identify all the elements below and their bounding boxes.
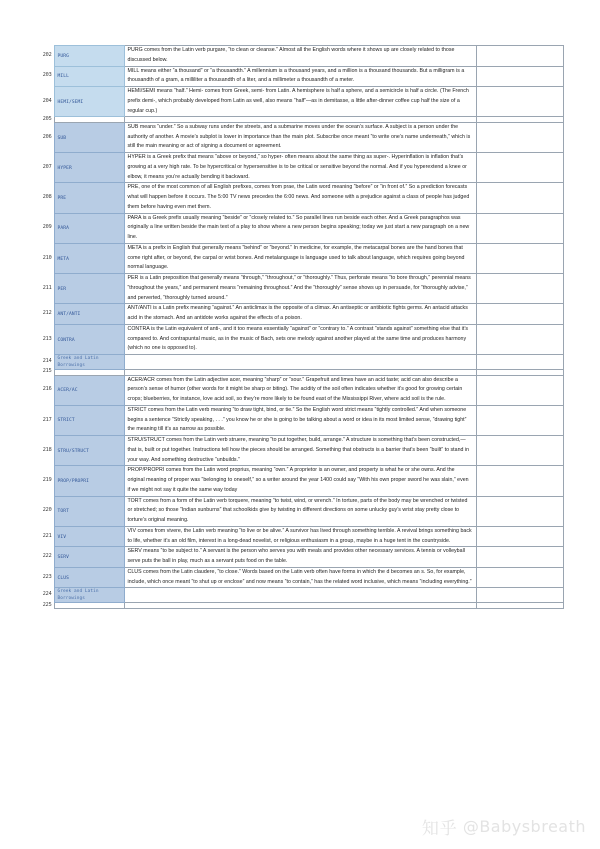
table-row[interactable]	[38, 122, 563, 152]
table-row[interactable]	[38, 375, 563, 405]
table-row[interactable]	[38, 567, 563, 588]
row-header[interactable]: 220	[38, 496, 54, 526]
definition-cell[interactable]: PARA is a Greek prefix usually meaning “beside” or “closely related to.” So parallel lines run beside each other. And a Greek paragraphos was originally a line written beside the main text of a play to show where a new person begins speaking; today we just start a new paragraph on a new line.	[124, 213, 476, 243]
table-row[interactable]	[38, 466, 563, 496]
row-header[interactable]: 222	[38, 547, 54, 568]
row-header[interactable]: 215	[38, 369, 54, 375]
term-cell[interactable]: ACER/AC	[54, 375, 124, 405]
term-cell[interactable]: CONTRA	[54, 324, 124, 354]
term-cell[interactable]: HYPER	[54, 153, 124, 183]
table-row[interactable]	[38, 274, 563, 304]
definition-cell[interactable]: MILL means either “a thousand” or “a thousandth.” A millennium is a thousand years, and a million is a thousand thousands. But a milligram is a thousandth of a gram, a milliliter a thousandth of a liter, and a millimeter a thousandth of a meter.	[124, 66, 476, 87]
table-row[interactable]	[38, 603, 563, 609]
term-cell[interactable]: PARA	[54, 213, 124, 243]
notes-cell[interactable]	[476, 243, 563, 273]
notes-cell[interactable]	[476, 153, 563, 183]
table-row[interactable]	[38, 355, 563, 370]
notes-cell[interactable]	[476, 213, 563, 243]
definition-cell[interactable]: CLUS comes from the Latin claudere, “to close.” Words based on the Latin verb often have forms in which the d becomes an s. So, for example, include, which once meant “to shut up or enclose” and now means “to contain,” has the related word inclusive, which means “including everything.”	[124, 567, 476, 588]
notes-cell[interactable]	[476, 567, 563, 588]
notes-cell[interactable]	[476, 603, 563, 609]
definition-cell[interactable]: TORT comes from a form of the Latin verb torquere, meaning “to twist, wind, or wrench.” In torture, parts of the body may be wrenched or twisted or stretched; so those “Indian sunburns” that schoolkids give by twisting in different directions on some unlucky guy’s wrist stay pretty close to torture’s original meaning.	[124, 496, 476, 526]
watermark-handle: @Babysbreath	[462, 817, 586, 836]
definition-cell[interactable]: SERV means “to be subject to.” A servant is the person who serves you with meals and provides other necessary services. A tennis or volleyball serve puts the ball in play, much as a servant puts food on the table.	[124, 547, 476, 568]
table-row[interactable]	[38, 324, 563, 354]
definition-cell[interactable]: META is a prefix in English that generally means “behind” or “beyond.” In medicine, for example, the metacarpal bones are the hand bones that come right after, or beyond, the carpal or wrist bones. And metalanguage is language used to talk about language, which requires going beyond normal language.	[124, 243, 476, 273]
definition-cell[interactable]: ACER/ACR comes from the Latin adjective acer, meaning “sharp” or “sour.” Grapefruit and limes have an acid taste; acid can also describe a person’s sense of humor (other words for it might be sharp or biting). The acidity of the soil often indicates whether it’s good for growing certain crops; blueberries, for instance, love acid soil, so they’re more likely to be found east of the Mississippi River, where acid soil is the rule.	[124, 375, 476, 405]
notes-cell[interactable]	[476, 405, 563, 435]
row-header[interactable]: 224	[38, 588, 54, 603]
definition-cell[interactable]: PROP/PROPRI comes from the Latin word proprius, meaning “own.” A proprietor is an owner, and property is what he or she owns. And the original meaning of proper was “belonging to oneself,” so a writer around the year 1400 could say “With his own proper sword he was slain,” even if we might not say it quite the same way today	[124, 466, 476, 496]
term-cell[interactable]: TORT	[54, 496, 124, 526]
row-header[interactable]: 225	[38, 603, 54, 609]
row-header[interactable]: 217	[38, 405, 54, 435]
notes-cell[interactable]	[476, 547, 563, 568]
row-header[interactable]: 223	[38, 567, 54, 588]
table-row[interactable]	[38, 66, 563, 87]
term-cell[interactable]: SERV	[54, 547, 124, 568]
table-row[interactable]	[38, 243, 563, 273]
row-header[interactable]: 210	[38, 243, 54, 273]
notes-cell[interactable]	[476, 122, 563, 152]
row-header[interactable]: 219	[38, 466, 54, 496]
definition-cell[interactable]: PER is a Latin preposition that generally means “through,” “throughout,” or “thoroughly.” Thus, perforate means “to bore through,” perennial means “throughout the years,” and permanent means “remaining throughout.” And the “thoroughly” sense shows up in persuade, for “thoroughly advise,” and perverted, “thoroughly turned around.”	[124, 274, 476, 304]
table-row[interactable]	[38, 547, 563, 568]
section-header-cell[interactable]: Greek and Latin Borrowings	[54, 588, 124, 603]
term-cell[interactable]: PER	[54, 274, 124, 304]
section-header-cell[interactable]: Greek and Latin Borrowings	[54, 355, 124, 370]
worksheet-rows	[38, 46, 563, 609]
table-row[interactable]	[38, 46, 563, 67]
table-row[interactable]	[38, 304, 563, 325]
row-header[interactable]: 218	[38, 436, 54, 466]
definition-cell[interactable]: VIV comes from vivere, the Latin verb meaning “to live or be alive.” A survivor has lived through something terrible. A revival brings something back to life, whether it’s an old film, interest in a long-dead novelist, or religious enthusiasm in a group, maybe in a huge tent in the countryside.	[124, 526, 476, 547]
worksheet-grid	[38, 45, 564, 609]
notes-cell[interactable]	[476, 466, 563, 496]
term-cell[interactable]: SUB	[54, 122, 124, 152]
notes-cell[interactable]	[476, 375, 563, 405]
definition-cell[interactable]: PRE, one of the most common of all English prefixes, comes from prae, the Latin word meaning “before” or “in front of.” So a prediction forecasts what will happen before it occurs. The 5:00 TV news precedes the 6:00 news. And someone with a prejudice against a class of people has judged them before having even met them.	[124, 183, 476, 213]
term-cell[interactable]: VIV	[54, 526, 124, 547]
notes-cell[interactable]	[476, 274, 563, 304]
row-header[interactable]: 203	[38, 66, 54, 87]
table-row[interactable]	[38, 153, 563, 183]
term-cell[interactable]: STRICT	[54, 405, 124, 435]
row-header[interactable]: 202	[38, 46, 54, 67]
notes-cell[interactable]	[476, 87, 563, 117]
term-cell[interactable]: HEMI/SEMI	[54, 87, 124, 117]
row-header[interactable]: 205	[38, 117, 54, 123]
row-header[interactable]: 221	[38, 526, 54, 547]
table-row[interactable]	[38, 405, 563, 435]
definition-cell[interactable]	[124, 588, 476, 603]
row-header[interactable]: 212	[38, 304, 54, 325]
notes-cell[interactable]	[476, 304, 563, 325]
term-cell[interactable]: PURG	[54, 46, 124, 67]
table-row[interactable]	[38, 526, 563, 547]
definition-cell[interactable]: SUB means “under.” So a subway runs under the streets, and a submarine moves under the ocean’s surface. A subject is a person under the authority of another. A movie’s subplot is lower in importance than the main plot. Subscribe once meant “to write one’s name underneath,” which is still the main meaning or act of signing a document or agreement.	[124, 122, 476, 152]
definition-cell[interactable]	[124, 603, 476, 609]
row-header[interactable]: 213	[38, 324, 54, 354]
definition-cell[interactable]: STRU/STRUCT comes from the Latin verb struere, meaning “to put together, build, arrange.” A structure is something that’s been constructed,— that is, built or put together. Instructions tell how the pieces should be arranged. Something that obstructs is a barrier that’s been “built” to stand in your way. And something destructive “unbuilds.”	[124, 436, 476, 466]
term-cell[interactable]: MILL	[54, 66, 124, 87]
term-cell[interactable]: ANT/ANTI	[54, 304, 124, 325]
notes-cell[interactable]	[476, 46, 563, 67]
term-cell[interactable]: META	[54, 243, 124, 273]
definition-cell[interactable]: CONTRA is the Latin equivalent of anti-, and it too means essentially “against” or “contrary to.” A contrast “stands against” something else that it’s compared to. And contrapuntal music, as in the music of Bach, sets one melody against another played at the same time and produces harmony (which no one is opposed to).	[124, 324, 476, 354]
row-header[interactable]: 207	[38, 153, 54, 183]
notes-cell[interactable]	[476, 496, 563, 526]
table-row[interactable]	[38, 496, 563, 526]
term-cell[interactable]: PROP/PROPRI	[54, 466, 124, 496]
definition-cell[interactable]: HYPER is a Greek prefix that means “above or beyond,” so hyper- often means about the same thing as super-. Hyperinflation is inflation that’s growing at a very high rate. To be hypercritical or hypersensitive is to be critical or sensitive beyond the normal. And if you hyperextend a knee or elbow, it means you’re actually bending it backward.	[124, 153, 476, 183]
term-cell[interactable]	[54, 603, 124, 609]
row-header[interactable]: 209	[38, 213, 54, 243]
notes-cell[interactable]	[476, 355, 563, 370]
row-header[interactable]: 211	[38, 274, 54, 304]
table-row[interactable]	[38, 588, 563, 603]
definition-cell[interactable]: STRICT comes from the Latin verb meaning “to draw tight, bind, or tie.” So the English word strict means “tightly controlled.” And when someone begins a sentence “Strictly speaking, . . .” you know he or she is going to be talking about a word or idea in its most limited sense, “drawing tight” the meaning till it’s as narrow as possible.	[124, 405, 476, 435]
table-row[interactable]	[38, 183, 563, 213]
notes-cell[interactable]	[476, 66, 563, 87]
row-header[interactable]: 208	[38, 183, 54, 213]
watermark	[422, 814, 586, 839]
term-cell[interactable]: STRU/STRUCT	[54, 436, 124, 466]
notes-cell[interactable]	[476, 436, 563, 466]
row-header[interactable]: 216	[38, 375, 54, 405]
table-row[interactable]	[38, 436, 563, 466]
table-row[interactable]	[38, 87, 563, 117]
definition-cell[interactable]	[124, 355, 476, 370]
term-cell[interactable]: CLUS	[54, 567, 124, 588]
row-header[interactable]: 204	[38, 87, 54, 117]
row-header[interactable]: 206	[38, 122, 54, 152]
term-cell[interactable]: PRE	[54, 183, 124, 213]
row-header[interactable]: 214	[38, 355, 54, 370]
watermark-site: 知乎	[421, 819, 458, 839]
definition-cell[interactable]: HEMI/SEMI means “half.” Hemi- comes from Greek, semi- from Latin. A hemisphere is half a sphere, and a semicircle is half a circle. (The French prefix demi-, which probably developed from Latin as well, also means “half”—as in demitasse, a little after-dinner coffee cup half the size of a regular cup.)	[124, 87, 476, 117]
notes-cell[interactable]	[476, 588, 563, 603]
notes-cell[interactable]	[476, 183, 563, 213]
notes-cell[interactable]	[476, 324, 563, 354]
definition-cell[interactable]: PURG comes from the Latin verb purgare, “to clean or cleanse.” Almost all the English words where it shows up are closely related to those discussed below.	[124, 46, 476, 67]
table-row[interactable]	[38, 213, 563, 243]
definition-cell[interactable]: ANT/ANTI is a Latin prefix meaning “against.” An anticlimax is the opposite of a climax. An antiseptic or antibiotic fights germs. An antacid attacks acid in the stomach. And an antidote works against the effects of a poison.	[124, 304, 476, 325]
notes-cell[interactable]	[476, 526, 563, 547]
